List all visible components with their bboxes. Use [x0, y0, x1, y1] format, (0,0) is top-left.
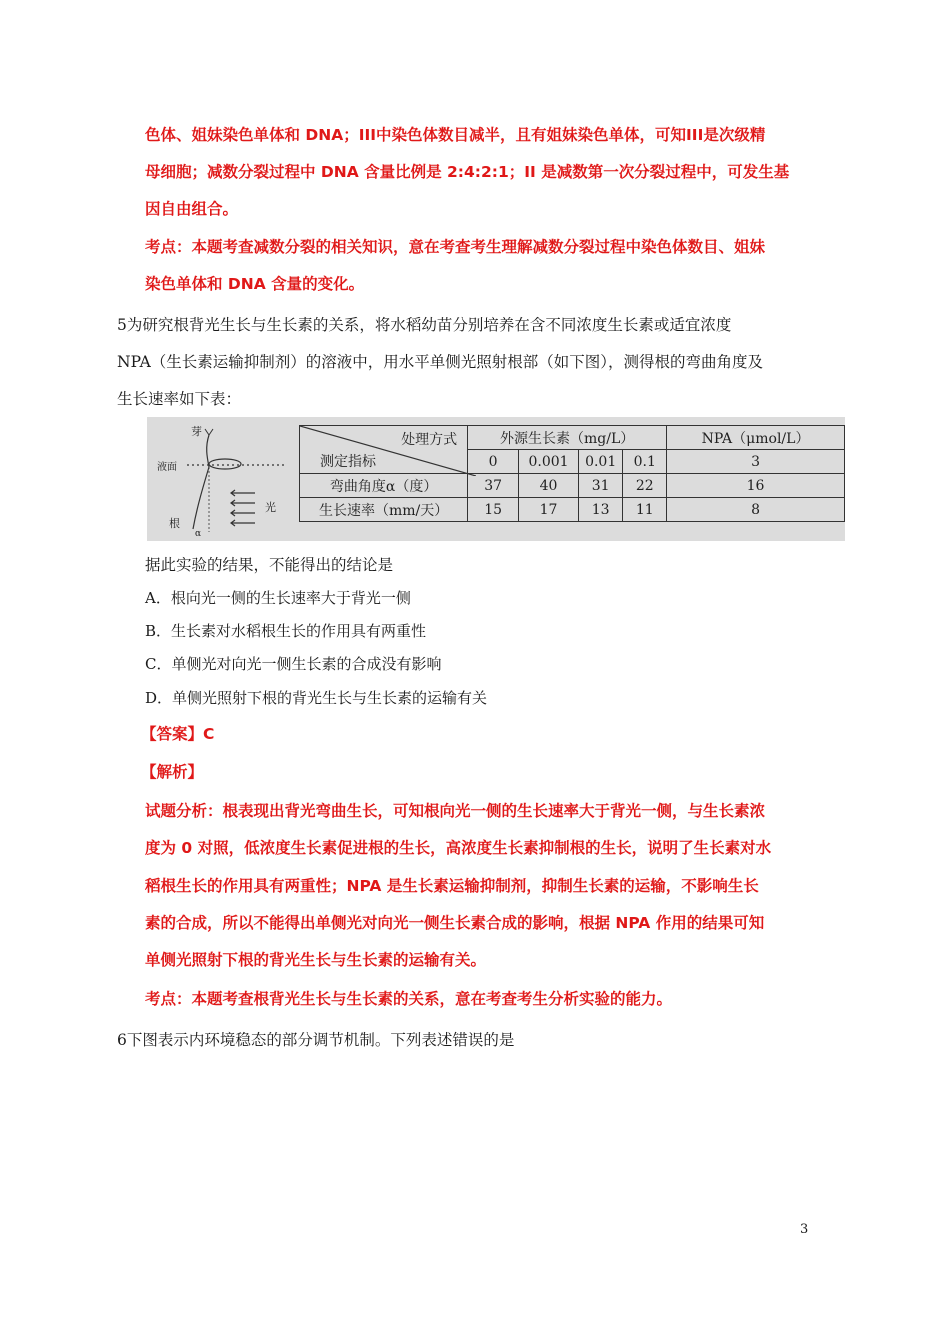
kaodian-line: 考点：本题考查根背光生长与生长素的关系，意在考查考生分析实验的能力。 [145, 990, 673, 1008]
npa-conc-cell: 3 [667, 450, 845, 474]
row-label: 生长速率（mm/天） [300, 498, 468, 522]
question-5-prompt: 据此实验的结果，不能得出的结论是 [145, 556, 394, 574]
results-table [299, 425, 845, 522]
npa-header: NPA（μmol/L） [667, 426, 845, 450]
analysis-line: 试题分析：根表现出背光弯曲生长，可知根向光一侧的生长速率大于背光一侧，与生长素浓 [145, 802, 766, 820]
alpha-label: α [195, 529, 202, 539]
kaodian-line: 考点：本题考查减数分裂的相关知识，意在考查考生理解减数分裂过程中染色体数目、姐妹 [145, 238, 766, 256]
value-cell: 17 [519, 498, 579, 522]
diagonal-header-cell [300, 426, 468, 474]
value-cell: 37 [468, 474, 519, 498]
explanation-line: 色体、姐妹染色单体和 DNA；III中染色体数目减半，且有姐妹染色单体，可知III是次级精 [145, 126, 766, 144]
value-cell: 15 [468, 498, 519, 522]
row-label: 弯曲角度α（度） [300, 474, 468, 498]
explanation-line: 因自由组合。 [145, 200, 239, 218]
npa-value-cell: 8 [667, 498, 845, 522]
option-b: B．生长素对水稻根生长的作用具有两重性 [145, 622, 427, 640]
analysis-label: 【解析】 [141, 763, 204, 781]
value-cell: 22 [623, 474, 667, 498]
table-row [300, 498, 845, 522]
index-header: 测定指标 [320, 454, 376, 470]
conc-cell: 0.01 [578, 450, 622, 474]
experiment-figure [147, 417, 845, 541]
conc-cell: 0.1 [623, 450, 667, 474]
explanation-line: 母细胞；减数分裂过程中 DNA 含量比例是 2:4:2:1；II 是减数第一次分裂过程中，可发生基 [145, 163, 790, 181]
table-row [300, 474, 845, 498]
analysis-line: 单侧光照射下根的背光生长与生长素的运输有关。 [145, 951, 487, 969]
kaodian-line: 染色单体和 DNA 含量的变化。 [145, 275, 365, 293]
answer-label: 【答案】C [141, 725, 215, 743]
analysis-line: 稻根生长的作用具有两重性；NPA 是生长素运输抑制剂，抑制生长素的运输，不影响生长 [145, 877, 759, 895]
analysis-line: 度为 0 对照，低浓度生长素促进根的生长，高浓度生长素抑制根的生长，说明了生长素对水 [145, 839, 772, 857]
page-number: 3 [800, 1222, 809, 1237]
value-cell: 40 [519, 474, 579, 498]
treatment-header: 处理方式 [401, 432, 458, 448]
light-label: 光 [265, 501, 276, 514]
conc-cell: 0 [468, 450, 519, 474]
auxin-header: 外源生长素（mg/L） [468, 426, 667, 450]
root-label: 根 [169, 517, 180, 530]
value-cell: 11 [623, 498, 667, 522]
option-a: A．根向光一侧的生长速率大于背光一侧 [145, 589, 411, 607]
conc-cell: 0.001 [519, 450, 579, 474]
npa-value-cell: 16 [667, 474, 845, 498]
bud-label: 芽 [191, 425, 202, 438]
analysis-line: 素的合成，所以不能得出单侧光对向光一侧生长素合成的影响，根据 NPA 作用的结果可知 [145, 914, 765, 932]
question-6-stem: 6下图表示内环境稳态的部分调节机制。下列表述错误的是 [117, 1031, 515, 1049]
option-d: D．单侧光照射下根的背光生长与生长素的运输有关 [145, 689, 488, 707]
value-cell: 31 [578, 474, 622, 498]
value-cell: 13 [578, 498, 622, 522]
question-5-stem: 5为研究根背光生长与生长素的关系，将水稻幼苗分别培养在含不同浓度生长素或适宜浓度 [117, 316, 732, 334]
question-5-stem: NPA（生长素运输抑制剂）的溶液中，用水平单侧光照射根部（如下图），测得根的弯曲角度及 [117, 353, 764, 371]
question-5-stem: 生长速率如下表： [117, 390, 242, 408]
option-c: C．单侧光对向光一侧生长素的合成没有影响 [145, 655, 442, 673]
surface-label: 液面 [157, 462, 177, 473]
